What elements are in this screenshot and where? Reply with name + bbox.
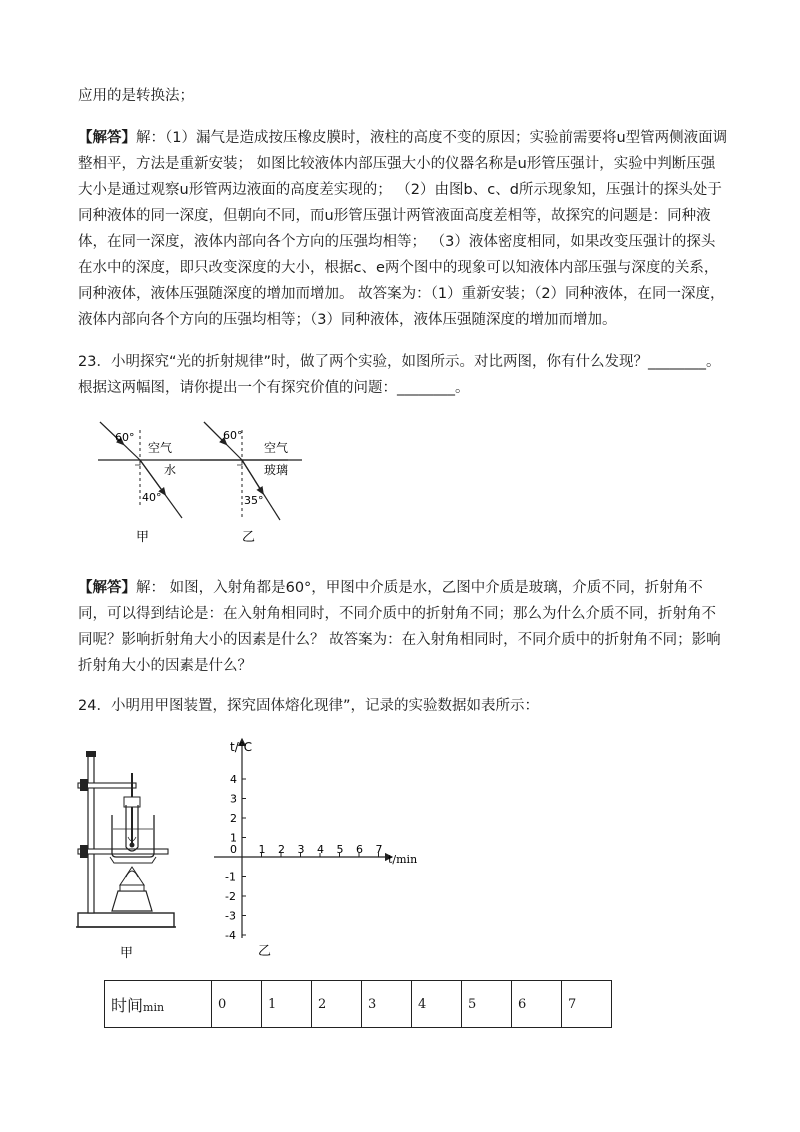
- figure-23-refraction: [92, 418, 352, 553]
- graph-caption: 乙: [258, 944, 272, 959]
- question-23: 23．小明探究“光的折射规律”时，做了两个实验，如图所示。对比两图，你有什么发现？________。根据这两幅图，请你提出一个有探究价值的问题：________。: [78, 354, 721, 396]
- yi-medium-top: 空气: [264, 441, 289, 455]
- table-header-label: 时间: [111, 995, 144, 1015]
- y-tick-label: -4: [225, 929, 236, 942]
- x-tick-label: 6: [356, 843, 363, 856]
- y-axis-label: t/℃: [230, 740, 253, 754]
- table-cell: 1: [262, 981, 312, 1028]
- table-cell: 6: [512, 981, 562, 1028]
- figure-jia: [98, 422, 288, 545]
- jia-medium-top: 空气: [148, 441, 173, 455]
- data-table: [104, 980, 612, 1028]
- figure-yi: [200, 422, 302, 545]
- x-tick-label: 4: [317, 843, 324, 856]
- y-tick-label: 1: [230, 831, 237, 845]
- solution-body: 解：（1）漏气是造成按压橡皮膜时，液柱的高度不变的原因；实验前需要将u型管两侧液面调整相平，方法是重新安装； 如图比较液体内部压强大小的仪器名称是u形管压强计，实验中判断压强大小是通过观察u形管两边液面的高度差实现的； （2）由图b、c、d所示现象知，压强计的探头处于同种液体的同一深度，但朝向不同，而u形管压强计两管液面高度差相等，故探究的问题是：同种液体，在同一深度，液体内部向各个方向的压强均相等； （3）液体密度相同，如果改变压强计的探头在水中的深度，即只改变深度的大小，根据c、e两个图中的现象可以知液体内部压强与深度的关系，同种液体，液体压强随深度的增加而增加。 故答案为：（1）重新安装；（2）同种液体，在同一深度，液体内部向各个方向的压强均相等；（3）同种液体，液体压强随深度的增加而增加。: [78, 130, 728, 328]
- yi-medium-bottom: 玻璃: [264, 463, 289, 477]
- table-cell: 5: [462, 981, 512, 1028]
- x-tick-label: 7: [375, 843, 383, 856]
- x-tick-label: 1: [258, 843, 266, 856]
- text-line-prev: 应用的是转换法；: [78, 88, 194, 104]
- figure-24-apparatus: [72, 745, 182, 960]
- x-tick-label: 2: [278, 843, 285, 856]
- table-row: [105, 981, 612, 1028]
- solution-body: 解： 如图，入射角都是60°，甲图中介质是水，乙图中介质是玻璃，介质不同，折射角不同，可以得到结论是：在入射角相同时，不同介质中的折射角不同；那么为什么介质不同，折射角不同呢？影响折射角大小的因素是什么？ 故答案为：在入射角相同时，不同介质中的折射角不同；影响折射角大小的因素是什么？: [78, 580, 721, 674]
- x-axis-label: t/min: [388, 853, 418, 866]
- table-header-cell: [105, 981, 212, 1028]
- question-24: 24．小明用甲图装置，探究固体熔化现律”，记录的实验数据如表所示：: [78, 698, 539, 714]
- table-cell: 4: [412, 981, 462, 1028]
- table-cell: 3: [362, 981, 412, 1028]
- y-tick-label: 2: [230, 812, 237, 825]
- x-tick-label: 0: [230, 843, 237, 856]
- x-tick-label: 3: [297, 843, 305, 856]
- y-tick-label: -2: [225, 890, 236, 903]
- jia-caption: 甲: [136, 530, 150, 545]
- graph-axes: [214, 739, 392, 942]
- jia-angle-in: 60°: [115, 431, 135, 444]
- table-cell: 0: [212, 981, 262, 1028]
- y-tick-label: 3: [230, 792, 237, 806]
- x-tick-label: 5: [336, 843, 344, 856]
- solution-tag: 【解答】: [78, 580, 136, 596]
- apparatus-caption: 甲: [120, 946, 134, 960]
- jia-medium-bottom: 水: [164, 463, 177, 477]
- yi-caption: 乙: [242, 530, 256, 545]
- jia-angle-out: 40°: [142, 491, 162, 504]
- figure-24-graph: [210, 733, 420, 963]
- y-tick-label: -3: [225, 909, 236, 923]
- solution-tag: 【解答】: [78, 130, 136, 146]
- solution-22: [78, 125, 728, 333]
- solution-23: [78, 575, 728, 679]
- y-tick-label: 4: [230, 773, 237, 786]
- yi-angle-out: 35°: [244, 494, 264, 507]
- table-cell: 7: [562, 981, 612, 1028]
- table-header-unit: min: [143, 1000, 165, 1014]
- yi-angle-in: 60°: [223, 429, 243, 442]
- y-tick-label: -1: [225, 870, 236, 884]
- table-cell: 2: [312, 981, 362, 1028]
